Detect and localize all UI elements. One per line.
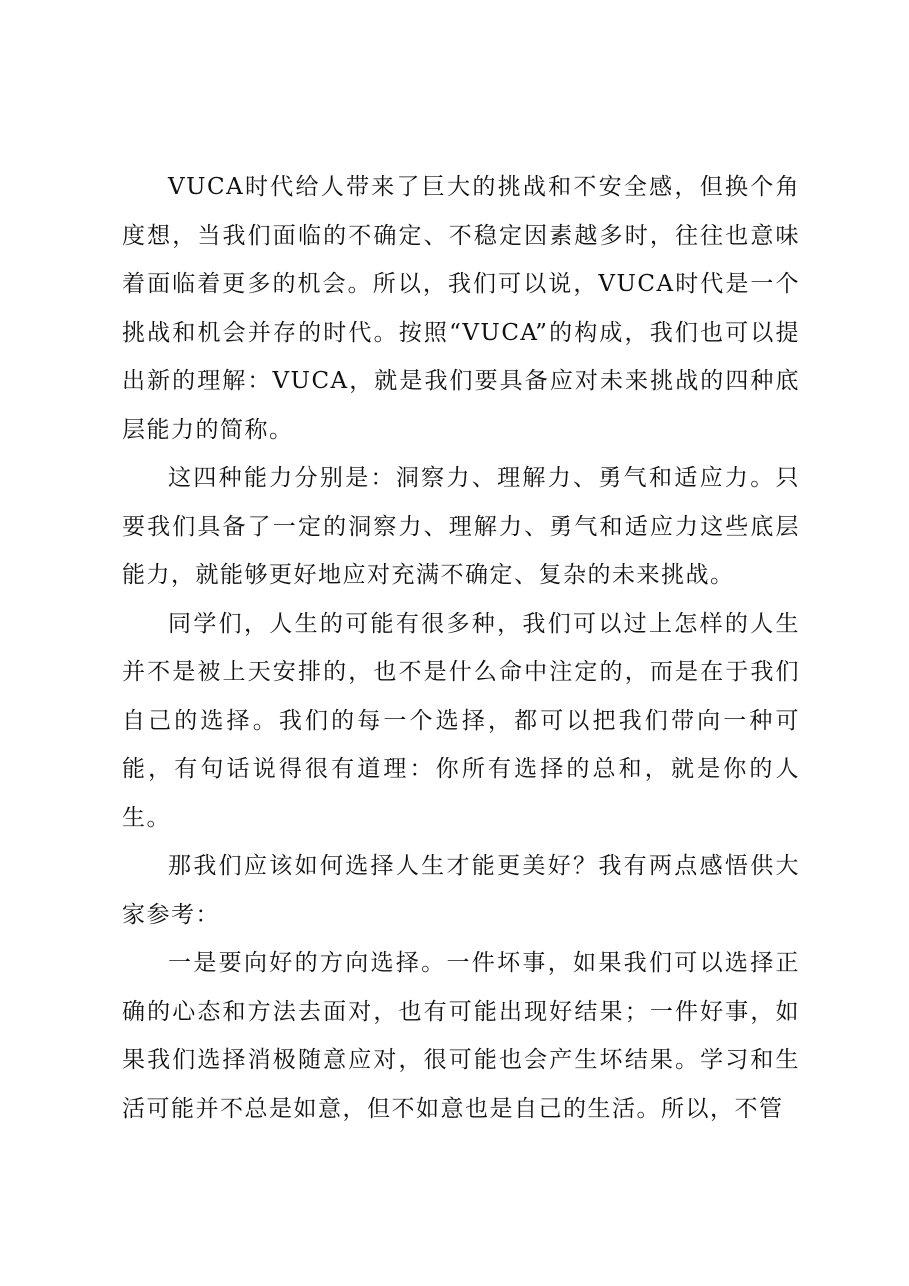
paragraph-life-choices: 同学们，人生的可能有很多种，我们可以过上怎样的人生并不是被上天安排的，也不是什么命中注定的，而是在于我们自己的选择。我们的每一个选择，都可以把我们带向一种可能，有句话说得很有道理：你所有选择的总和，就是你的人生。 [122,610,800,831]
paragraph-choose-good-direction: 一是要向好的方向选择。一件坏事，如果我们可以选择正确的心态和方法去面对，也有可能出现好结果；一件好事，如果我们选择消极随意应对，很可能也会产生坏结果。学习和生活可能并不总是如意，但不如意也是自己的生活。所以，不管 [122,950,800,1122]
document-body [122,163,800,1133]
paragraph-how-to-choose: 那我们应该如何选择人生才能更美好？我有两点感悟供大家参考： [122,853,800,928]
paragraph-vuca-era: VUCA时代给人带来了巨大的挑战和不安全感，但换个角度想，当我们面临的不确定、不稳定因素越多时，往往也意味着面临着更多的机会。所以，我们可以说，VUCA时代是一个挑战和机会并存的时代。按照“VUCA”的构成，我们也可以提出新的理解：VUCA，就是我们要具备应对未来挑战的四种底层能力的简称。 [122,174,800,443]
paragraph-four-abilities: 这四种能力分别是：洞察力、理解力、勇气和适应力。只要我们具备了一定的洞察力、理解力、勇气和适应力这些底层能力，就能够更好地应对充满不确定、复杂的未来挑战。 [122,465,800,588]
